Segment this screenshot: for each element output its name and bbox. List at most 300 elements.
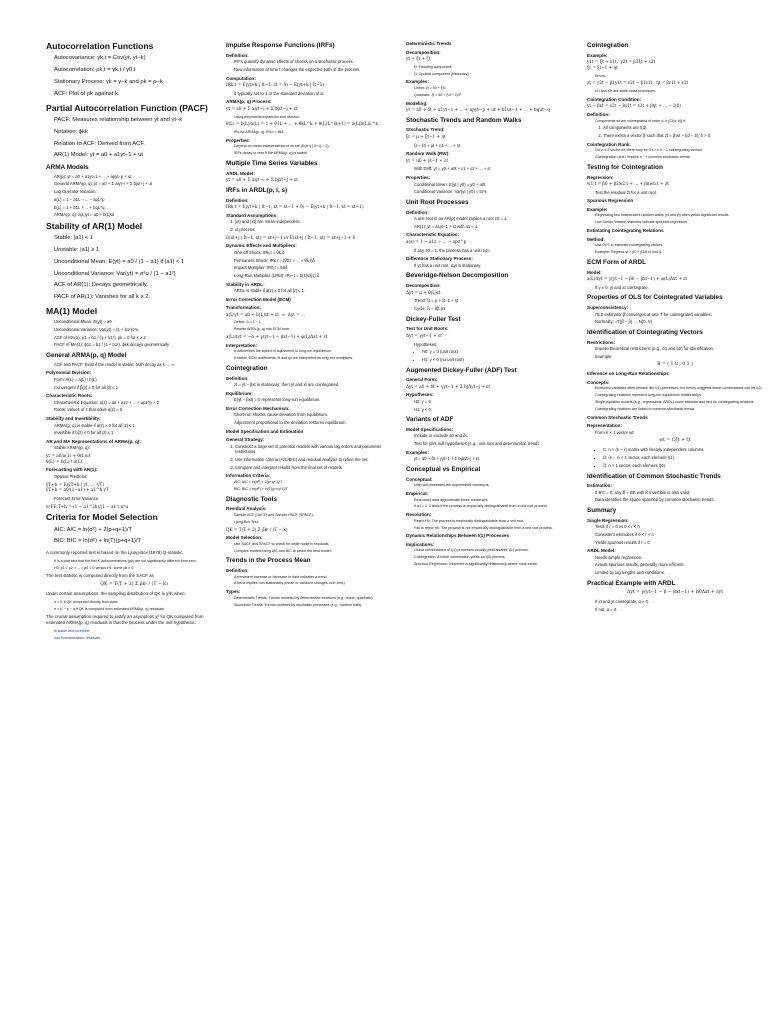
subheading: Polynomial Division: — [46, 370, 92, 376]
list-item: • ξt = ξ0 + μt + η1 + ... + ηt — [414, 143, 582, 149]
list-item: • Impose theoretical restrictions (e.g., b1 and b2) for identification. — [595, 346, 763, 352]
list-item: • Single-equation models (e.g., regressions, ARDL) cover estimate and test for cointegrating relations. — [595, 400, 763, 405]
list-item: • Errors: — [595, 74, 763, 79]
list-item: • Regressing two independent random walks (xt and yt) often yields significant results. — [595, 213, 763, 218]
bullet-list — [226, 397, 402, 403]
list-item: • Cointegration rank r implies n − r common stochastic trends. — [595, 155, 763, 160]
list-item: • ARDL is stable if a(z) ≠ 0 for all |z| ≤ 1. — [234, 288, 402, 294]
subheading: Model Selection: — [226, 535, 263, 541]
bullet-list — [46, 474, 222, 480]
list-item: 2. xt process: — [235, 227, 402, 233]
subheading: Information Criteria: — [226, 473, 271, 479]
list-item: • Form n × 1 vector wt: — [595, 430, 763, 436]
bullet-list — [226, 513, 402, 525]
list-item: • Impact Multiplier: IR0,t = b0δ — [234, 265, 402, 271]
list-item: • Cointegration: A linear combination yields an I(0) process. — [414, 555, 582, 560]
subheading: General Form: — [406, 377, 438, 383]
list-item: • A trend implies non-stationarity (mean or variance changes over time). — [234, 581, 402, 586]
equation-block: yt = a0 + δt + a1yt−1 + ... + apyt−p + ut + b1ut−1 + ... + bqut−q — [406, 107, 550, 113]
list-item: • Form: θ(L) = a(L) / b(L) — [54, 377, 222, 383]
list-item: • ARMA(p, q) is stable if a(z) ≠ 0 for all |z| ≤ 1 — [54, 423, 222, 429]
subheading: Computation: — [226, 75, 256, 81]
bullet-list — [46, 55, 222, 98]
section-title: Trends in the Process Mean — [226, 557, 311, 565]
bullet-list — [46, 197, 222, 218]
list-item: • If B'C = 0, any B̃ = BK with K invertible is also valid. — [595, 490, 763, 496]
subheading: Restrictions: — [587, 339, 616, 345]
bullet-list — [46, 362, 222, 368]
bullet-list — [587, 490, 763, 503]
subheading: Regression: — [587, 174, 614, 180]
paragraph: The crucial assumption required to justify an asymptotic χ² for QK computed from estimated ARMA(p, q) residuals is that the process under the null hypothesis: — [46, 614, 204, 626]
subheading: Empirical: — [406, 491, 429, 496]
list-item: • Test for joint null hypotheses (e.g., unit root and deterministic trend). — [414, 441, 582, 447]
list-item: • α determines the speed of adjustment to long-run equilibrium. — [234, 349, 402, 354]
list-item: • Cointegrating relations are linked to common stochastic trends. — [595, 407, 763, 412]
subheading: Example: — [587, 52, 608, 58]
list-item: • b(L) = 1 + b1L + ... + bqL^q — [54, 205, 222, 211]
subheading: Conceptual: — [406, 476, 433, 482]
list-item: • Spurious Regression: Inference is significantly relationship where none exists. — [414, 562, 582, 567]
section-title: Criteria for Model Selection — [46, 512, 158, 523]
subheading: Examples: — [406, 449, 429, 455]
subheading: Inference on Long-Run Relationships — [587, 371, 669, 377]
list-item: • Trend: ξt = μ + ξt−1 + ηt — [414, 298, 582, 304]
equation-block: QK = T(T + 2) Σ ρ̂k² / (T − k) — [226, 526, 288, 532]
list-item: • Data identifies the space spanned by common stochastic trends. — [595, 497, 763, 503]
list-item: • C: n × (n − r) matrix with linearly independent columns. — [603, 447, 763, 453]
equation-block: a(L)Δyt = −α + γ(yt−1 − βxt−1) + φ(L)Δxt + εt — [226, 334, 328, 340]
list-item: • IRs for ARMA(p, q): IRk,t = θkδ. — [234, 130, 402, 135]
subheading: Modeling: — [406, 100, 428, 106]
list-item: • Test the residual ẑt for a unit root. — [595, 190, 763, 196]
subheading: Decomposition: — [406, 49, 441, 55]
bullet-list — [46, 377, 222, 390]
subheading: Spurious Regression — [587, 198, 634, 204]
list-item: • ζt: Cyclical component (stationary). — [414, 72, 582, 77]
list-item: • Needs simple regression. — [595, 555, 763, 561]
list-item: • Notation: ϕkk — [54, 129, 222, 137]
list-item: • If a1 ≈ 1: 0 tests if the process is empirically distinguishable from a unit root process. — [414, 504, 582, 509]
list-item: • Roots: Values of z that solve a(z) = 0 — [54, 407, 222, 413]
equation-block: y1t = ξt + ε1t, y2t = β1ξt + ε2t ξt = ξt−1 + ηt — [587, 59, 656, 70]
list-item: • ξt: (n − r) × 1 vector, each element I(1). — [603, 455, 763, 461]
paragraph: The test statistic is computed directly from the SACF as — [46, 573, 154, 579]
subheading: Hypotheses: — [406, 392, 434, 398]
equation-block: E(xt+j | It−1, xt) = xt+j−1 or E(xt+j | It−1, xt) = xt+j−1 + δ — [226, 234, 356, 240]
list-item: • Long-Run Multiplier (LRM): IR∞,t = b(1)/a(1) δ — [234, 273, 402, 279]
list-item: • Reject H0: The process is empirically distinguishable from a unit root. — [414, 519, 582, 524]
subheading: Transformation: — [226, 305, 261, 311]
numbered-list — [587, 125, 763, 138]
list-item: • PACF of AR(1): Vanishes for all k ≥ 2. — [54, 294, 222, 302]
bullet-list — [406, 498, 582, 510]
equation-block: yt = a0/a(1) + θ(L)ut θ(L) = b(L) / a(L) — [46, 453, 91, 464]
subheading: Properties: — [226, 137, 251, 143]
list-item: • Characteristic Equation: a(z) = a0 + a1z + ... + apz^p = 0 — [54, 400, 222, 406]
section-title: Identification of Cointegrating Vectors — [587, 328, 703, 336]
equation-block: a(L)Δyt = γ(yt−1 − β0 − βxt−1) + φ(L)Δxt + εt — [587, 276, 688, 282]
list-item: • Stable ARMA(p, q): — [54, 445, 222, 451]
bullet-list — [226, 288, 402, 294]
subheading: ARDL Model: — [226, 170, 255, 176]
subheading: Characteristic Equation: — [406, 232, 460, 238]
list-item: • Example: Regress yt = β0 + β1xt to find β. — [595, 250, 763, 255]
subheading: ARDL Model: — [587, 548, 616, 554]
bullet-list — [587, 346, 763, 359]
paragraph: A commonly reported test is based on the Ljung-Box (1978) Q-statistic. — [46, 550, 184, 556]
list-item: • Using polynomial expansion and division: — [234, 115, 402, 120]
equation-block: yt = ξt + ζt — [406, 56, 431, 61]
subheading: Definition: — [226, 568, 249, 574]
list-item: • a(L) = 1 − a1L − ... − apL^p — [54, 197, 222, 203]
bullet-list — [226, 59, 402, 72]
subheading: Interpretation: — [226, 342, 258, 348]
subheading: Examples: — [406, 79, 429, 85]
list-item: • Yields spurious results if r = 0 — [595, 540, 763, 546]
list-item: • AIC: AIC = ln(σ̂²) + 2(p+q+1)/T — [54, 527, 222, 535]
list-item: 1. {εt} and {xt} are mean-independent. — [235, 219, 402, 225]
section-title: Augmented Dickey-Fuller (ADF) Test — [406, 366, 517, 374]
bullet-list — [406, 349, 582, 362]
equation-block: a(L)yt = a0 + b(L)xt + εt ⇒ Δyt = ... — [226, 311, 305, 317]
section-title: Autocorrelation Functions — [46, 41, 154, 51]
section-title: MA(1) Model — [46, 306, 98, 317]
list-item: • For n ≥ 2 vector wt, there may be 0 ≤ r ≤ n − 1 cointegrating vectors. — [595, 148, 763, 153]
subheading: Single Regression: — [587, 517, 629, 523]
bullet-list — [587, 447, 763, 468]
bullet-list — [226, 596, 402, 608]
list-item: • zt = yt − βxt is stationary; then yt and xt are cointegrated. — [234, 382, 402, 388]
bullet-list — [406, 216, 582, 229]
section-title: Multiple Time Series Variables — [226, 160, 318, 168]
list-item: • BIC: BIC = ln(σ̂²) + ln(T)(p+q+1)/T — [234, 487, 402, 492]
subheading: Dynamic Effects and Multipliers: — [226, 243, 297, 249]
subheading: Forecasting with AR(1): — [46, 467, 98, 473]
list-item: • Depend on mean-independence of errors (E(εt+j | It−1) = 0). — [234, 144, 402, 149]
bullet-list — [406, 248, 582, 254]
column-2 — [226, 38, 402, 998]
bullet-list — [406, 166, 582, 172]
bullet-list — [587, 386, 763, 411]
bullet-list — [587, 285, 763, 291]
subheading: Resolution: — [406, 512, 432, 518]
list-item: • One-off Shock: IRk,t = θk,δ — [234, 250, 402, 256]
bullet-list — [226, 575, 402, 587]
bullet-list — [587, 89, 763, 94]
list-item: • AIC: AIC = ln(σ̂²) + 2(p+q+1)/T — [234, 480, 402, 485]
equation-block: zt = y2t − β1y1t = ε2t − β1ε1t, ηt = βε1t + ε2t — [587, 80, 689, 86]
list-item: • ACF of AR(1): Decays geometrically. — [54, 282, 222, 290]
list-item: • BIC: BIC = ln(σ̂²) + ln(T)(p+q+1)/T — [54, 538, 222, 546]
list-item: • PACF of MA(1): ϕ11 = b1 / (1 + b1²), ϕkk decays geometrically — [54, 342, 222, 348]
bullet-list — [226, 144, 402, 156]
list-item: • Relation to ACF: Derived from ACF. — [54, 141, 222, 149]
subheading: Concepts: — [587, 379, 610, 385]
subheading: Representation: — [587, 423, 622, 429]
list-item: • yt = a0 + δt + γyt−1 + Σ bjΔyt−j + εt — [414, 456, 582, 462]
paragraph: Under certain assumptions, the sampling distribution of QK is χ²K when: — [46, 591, 186, 597]
list-item: • Rewrite ARDL(p, q) into ECM form: — [234, 327, 402, 332]
equation-block: Δyt = a0 + δt + γyt−1 + Σ bjΔyt−j + εt — [406, 383, 491, 389]
bullet-list — [46, 559, 222, 571]
list-item: • Consistent estimates if 0 < r < n — [595, 532, 763, 538]
bullet-list — [406, 143, 582, 149]
column-1 — [46, 38, 222, 998]
subheading: Cointegration Condition: — [587, 96, 642, 102]
list-item: 1. All components are I(d). — [603, 125, 763, 131]
list-item: • Deterministic Trends: Trends modeled by deterministic functions (e.g., linear, quadratic). — [234, 596, 402, 601]
subheading: Definition: — [226, 197, 249, 203]
subheading: Test for Unit Roots: — [406, 326, 449, 332]
list-item: 2. Use information criteria (AIC/BIC) and residual analysis to refine the set. — [235, 457, 402, 463]
column-4 — [587, 38, 763, 998]
list-item: • Unconditional Mean: E(yt) = a0 — [54, 319, 222, 325]
subheading: Residual Analysis: — [226, 506, 267, 512]
list-item: • Sample ACF (SACF) and Sample PACF (SPACF). — [234, 513, 402, 518]
list-item: • Conditional Mean: E(yt | y0) = y0 + a0t — [414, 182, 582, 188]
subheading: Properties: — [406, 175, 431, 181]
equation-block: θ(L) = b(L)/a(L) = 1 + θ1L + ... + θkL^k + θ(L)L^(k+1) = a(L)b(L)L^k — [226, 121, 378, 127]
list-item: • H0: γ = 0 — [414, 399, 582, 405]
list-item: • Permanent Shock: IRk,t = (θ0,t + ... + θk,t)δ — [234, 258, 402, 264]
list-item: 1. Construct a large set of potential models with various lag orders and parameter restrictions. — [235, 444, 402, 455]
list-item: • Hypotheses: — [414, 342, 582, 348]
equation-block: a(z) = 1 − a1z − ... − apz^p — [406, 238, 467, 244]
section-title: IRFs in ARDL(p, l, s) — [226, 186, 288, 194]
subheading: Dynamic Relationships Between I(1) Processes — [406, 533, 510, 539]
list-item: • With Drift: yt = y0 + a0t + ε1 + ε2 + ... + εt — [414, 166, 582, 172]
bullet-list — [587, 599, 763, 612]
bullet-list — [226, 320, 402, 332]
subheading: Common Stochastic Trends — [587, 414, 648, 420]
section-title: Stochastic Trends and Random Walks — [406, 116, 522, 124]
section-title: Identification of Common Stochastic Trends — [587, 472, 721, 480]
bullet-list — [226, 542, 402, 554]
section-title: Unit Root Processes — [406, 198, 469, 206]
list-item: • H0: ρ1 = ρ2 = ... = ρK = 0 versus H1: some ρk ≠ 0. — [54, 566, 222, 571]
section-title: Properties of OLS for Cointegrated Variables — [587, 294, 723, 302]
subheading: Definition: — [226, 375, 249, 381]
list-item: • Lag Operator Notation: — [54, 189, 222, 195]
list-item: • Avoids spurious results, generally more efficient. — [595, 562, 763, 568]
section-title: Partial Autocorrelation Function (PACF) — [46, 102, 208, 113]
subheading: Random Walk (RW): — [406, 151, 450, 157]
bullet-list — [587, 74, 763, 79]
list-item: • Ljung-Box Test: — [234, 520, 402, 525]
list-item: • Real-world data approximate these constructs. — [414, 498, 582, 503]
list-item: • σ = K − p − q if QK is computed from estimated ARMA(p, q) residuals. — [54, 607, 222, 612]
subheading: Implications: — [406, 541, 435, 547]
list-item: • Autocorrelation: ρk,t = γk,t / γ0,t — [54, 67, 222, 75]
bullet-list — [406, 342, 582, 348]
bullet-list — [587, 555, 763, 576]
list-item: • If not, α = 0. — [595, 607, 763, 613]
section-title: Cointegration — [226, 364, 268, 372]
section-title: Practical Example with ARDL — [587, 579, 676, 587]
subheading: Estimation: — [587, 483, 613, 489]
equation-block: σ²FE,T+h = (1 − a1^2h)/(1 − a1²) σ²u — [46, 503, 129, 509]
bullet-list — [406, 519, 582, 531]
list-item: • Stable: |a1| < 1 — [54, 235, 222, 243]
list-item: • H0: γ = 0 (unit root) — [422, 349, 582, 355]
list-item: • If stable, ECM coefficients, θi and ψi are interpreted as long-run multipliers. — [234, 356, 402, 361]
bullet-list — [406, 86, 582, 98]
bullet-list — [226, 480, 402, 492]
list-item: • Unconditional Mean: E(yt) = a0 / (1 − a1) if |a1| < 1 — [54, 259, 222, 267]
bullet-list — [46, 496, 222, 502]
bullet-list — [46, 174, 222, 195]
subheading: Stochastic Trend: — [406, 127, 445, 133]
bullet-list — [226, 115, 402, 120]
list-item: • Unconditional Variance: Var(yt) = (1 + b1²)σ²u — [54, 327, 222, 333]
list-item: • AR(1): yt = a1yt−1 + εt with a1 = 1. — [414, 224, 582, 230]
section-title: Impulse Response Functions (IRFs) — [226, 42, 335, 49]
equation-block: w1,t = β0 + β2w2,t + ... + βnwn,t + zt — [587, 181, 669, 187]
bullet-list — [406, 65, 582, 77]
list-item: • If any z0 = 1, the process has a unit root. — [414, 248, 582, 254]
bullet-list — [406, 298, 582, 311]
list-item: • Quadratic: ξt = δ0 + ξ1t + ξ2t² — [414, 93, 582, 98]
list-item: • Unconditional Variance: Var(yt) = σ²u / (1 − a1²) — [54, 271, 222, 279]
bullet-list — [587, 213, 763, 225]
list-item: • is stable and invertible; — [54, 629, 222, 634]
list-item: • IRFs decay to zero if the ARMA(p, q) is stable. — [234, 151, 402, 156]
equation-block: yt = a0 + Σ aiyt−i + Σ bjεt−j + εt — [226, 105, 298, 111]
subheading: Stability and Invertibility: — [46, 416, 101, 422]
list-item: • Stochastic Trends: Trends modeled by stochastic processes (e.g., random walk). — [234, 603, 402, 608]
bullet-list — [406, 182, 582, 195]
bullet-list — [587, 430, 763, 436]
list-item: • ACF of MA(1): ρ1 = b1 / (1 + b1²), ρk = 0 for k ≥ 2 — [54, 335, 222, 341]
list-item: • Adjustment proportional to the deviation restores equilibrium. — [234, 420, 402, 426]
list-item: • Autocovariance: γk,t = Cov(yt, yt−k) — [54, 55, 222, 63]
section-title: Beveridge-Nelson Decomposition — [406, 272, 509, 280]
subheading: Superconsistency: — [587, 305, 629, 311]
bullet-list — [406, 263, 582, 269]
list-item: • Stationary Process: γk = γ−k and ρk = ρ−k — [54, 79, 222, 87]
list-item: • Unit root processes are hypothetical constructs. — [414, 483, 582, 488]
section-title: Conceptual vs Empirical — [406, 465, 481, 473]
equation-block: yt = u0 + yt−1 + εt — [406, 157, 448, 163]
list-item: • Linear combinations of I(1) processes usually yield another I(1) process. — [414, 548, 582, 553]
list-item: • Define: Δ = 1 − L — [234, 320, 402, 325]
section-title: Diagnostic Tools — [226, 495, 278, 503]
bullet-list — [587, 243, 763, 255]
bullet-list — [226, 412, 402, 425]
list-item: • Conditional Variance: Var(yt | y0) = tσ²ε — [414, 189, 582, 195]
subheading: Estimating Cointegrating Relations — [587, 228, 664, 234]
list-item: • AR(1) Model: yt = a0 + a1yt−1 + ut — [54, 152, 222, 160]
bullet-list — [406, 456, 582, 462]
subheading: AR and MA Representations of ARMA(p, q): — [46, 438, 141, 444]
bullet-list — [406, 483, 582, 488]
subheading: General Strategy: — [226, 437, 265, 443]
list-item: • A persistent increase or decrease in data indicates a trend. — [234, 575, 402, 580]
equation: QK = T(T + 2) Σ ρ̂k² / (T − k) — [100, 582, 168, 588]
bullet-list — [226, 250, 402, 279]
list-item: • General ARMA(p, q): yt = a0 + Σ aiyt−i + Σ bjut−j + ut — [54, 181, 222, 187]
subsection-title: ARMA Models — [46, 164, 89, 172]
list-item: 3. Compare and interpret results from the final set of models. — [235, 465, 402, 471]
subheading: ARMA(p, q) Process: — [226, 99, 272, 105]
bullet-list — [587, 119, 763, 124]
bullet-list — [406, 548, 582, 567]
section-title: Cointegration — [587, 42, 629, 49]
subheading: Decomposition: — [406, 283, 441, 289]
bullet-list — [587, 190, 763, 196]
bullet-list — [46, 400, 222, 413]
list-item: • Compare models using AIC and BIC to select the best model. — [234, 549, 402, 554]
list-item: • has homoscedastic residuals. — [54, 636, 222, 641]
list-item: • Economic variables often behave like I(1) processes, but theory suggests linear combinations can be I(0). — [595, 386, 763, 391]
equation-block: IRk,t = E(yt+k | It−1, xt = xt−1 + δ) − E(yt+k | It−1, xt = xt−1) — [226, 204, 364, 210]
list-item: • ξt: Trending component. — [414, 65, 582, 70]
bullet-list — [46, 423, 222, 436]
equation: wt = Cξt + ζt — [659, 438, 691, 444]
subheading: Example: — [587, 206, 608, 212]
subheading: Error Correction Model (ECM) — [226, 296, 291, 302]
list-item: • ACF and PACF: Exist if the model is stable; both decay as k → ∞ — [54, 362, 222, 368]
section-title: Deterministic Trends — [406, 41, 452, 46]
list-item: • Tests if r = 0 vs 0 < r < n — [595, 524, 763, 530]
list-item: • Normality: √T(β̂ − β) → N(0, V) — [595, 319, 763, 325]
list-item: • OLS estimator β̂ converges at rate T for cointegrated variables. — [595, 312, 763, 318]
subheading: Definition: — [226, 52, 249, 58]
section-title: Testing for Cointegration — [587, 163, 663, 171]
list-item: • ARMA(p, q): a(L)yt = a0 + b(L)ut — [54, 212, 222, 218]
equation-block: ŷT+h = E(yT+h | yt, ..., yT) ŷT+h = a0/(1−a1) + a1^h yT — [46, 481, 109, 493]
list-item: • If yt has a unit root, Δyt is stationary. — [414, 263, 582, 269]
list-item: • Cycle: ζt = θ̃(L)εt — [414, 306, 582, 312]
section-title: Summary — [587, 507, 617, 515]
list-item: • ACF: Plot of ρk against k. — [54, 91, 222, 99]
bullet-list — [46, 445, 222, 451]
equation: Δyt = γ(yt−1 − β − βxt−1) + b0Δxt + εyt — [626, 590, 724, 596]
bullet-list — [587, 148, 763, 160]
bullet-list — [406, 433, 582, 446]
equation-block: yt − βxt = ε2t − βε1t = ε2t + βηt + ... − I(0) — [587, 103, 681, 109]
subheading: Model: — [587, 269, 602, 275]
list-item: • It is a joint test that the first K autocorrelations (ρk) are not significantly different from zero. — [54, 559, 222, 564]
list-item: • Fail to reject H0: The process is not empirically distinguishable from a unit root process. — [414, 526, 582, 531]
bullet-list — [226, 91, 402, 97]
bullet-list — [226, 130, 402, 135]
bullet-list — [587, 524, 763, 545]
list-item: • Use OLS to estimate cointegrating vectors. — [595, 243, 763, 248]
list-item: • Optimal Predictor: — [54, 474, 222, 480]
subheading: Definition: — [587, 112, 610, 118]
list-item: • H1: γ < 0 (no unit root) — [422, 357, 582, 363]
subheading: Characteristic Roots: — [46, 393, 93, 399]
column-3 — [406, 38, 582, 998]
list-item: • If γ ≠ 0, yt and xt cointegrate. — [595, 285, 763, 291]
bullet-list — [226, 382, 402, 388]
list-item: • Use SACF and SPACF to check for white noise in residuals. — [234, 542, 402, 547]
list-item: • AR(p): yt = a0 + a1yt−1 + ... + apyt−p + ut — [54, 174, 222, 180]
equation-block: Δyt = μ + θ(L)εt — [406, 289, 441, 295]
subheading: Model Specification and Estimation — [226, 428, 304, 434]
list-item: • Limited by lag lengths and conditions. — [595, 570, 763, 576]
list-item: • ζt: n × 1 vector, each element I(0). — [603, 463, 763, 469]
list-item: • E(yt − βxt) = 0 represents long-run equilibrium. — [234, 397, 402, 403]
list-item: • IRFs quantify dynamic effects of shocks on a stochastic process. — [234, 59, 402, 65]
subsection-title: General ARMA(p, q) Model — [46, 352, 127, 360]
subheading: Stability in ARDL: — [226, 281, 265, 287]
bullet-list — [46, 527, 222, 547]
list-item: • Short-run shocks cause deviation from equilibrium. — [234, 412, 402, 418]
bullet-list — [46, 600, 222, 612]
